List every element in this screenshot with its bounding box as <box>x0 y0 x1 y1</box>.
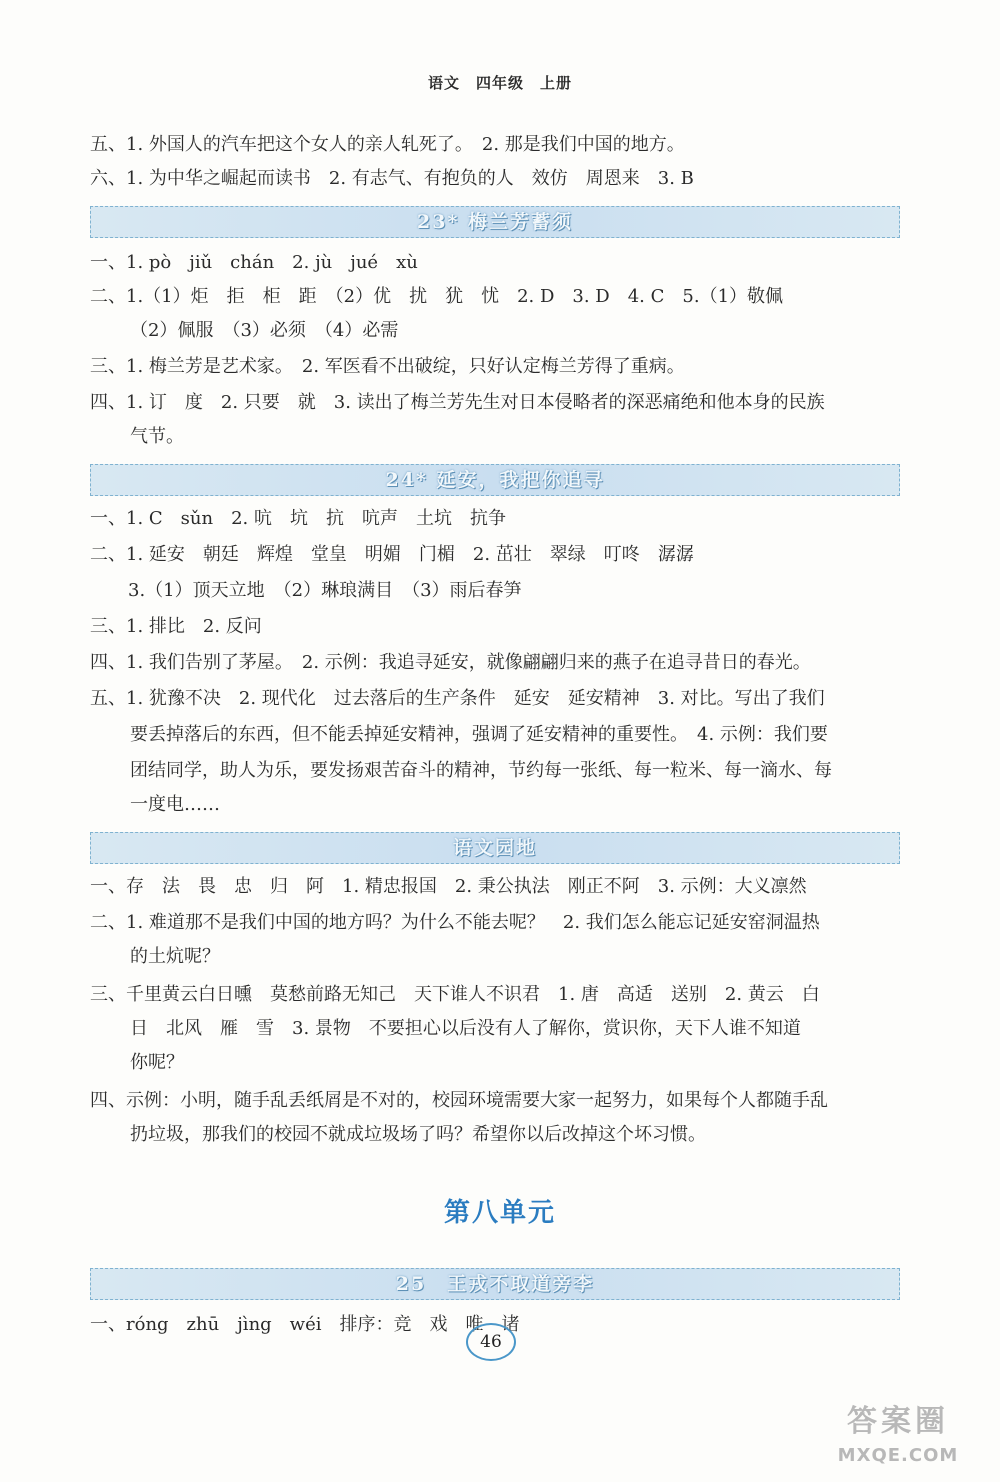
lesson-banner-23: 23* 梅兰芳蓄须 <box>90 206 900 238</box>
answer-line: 四、1. 我们告别了茅屋。 2. 示例：我追寻延安，就像翩翩归来的燕子在追寻昔日的春光。 <box>90 652 811 673</box>
answer-line: 日 北风 雁 雪 3. 景物 不要担心以后没有人了解你，赏识你，天下人谁不知道 <box>130 1018 801 1039</box>
answer-line: 一、róng zhū jìng wéi 排序：竞 戏 唯 诸 <box>90 1314 520 1335</box>
answer-line: 一、1. pò jiǔ chán 2. jù jué xù <box>90 252 418 273</box>
answer-line: 一度电…… <box>130 794 220 815</box>
answer-line: 团结同学，助人为乐，要发扬艰苦奋斗的精神，节约每一张纸、每一粒米、每一滴水、每 <box>130 760 832 781</box>
answer-line: 一、1. C sǔn 2. 吭 坑 抗 吭声 土坑 抗争 <box>90 508 506 529</box>
answer-line: 二、1.（1）炬 拒 柜 距 （2）优 扰 犹 忧 2. D 3. D 4. C 5.（1）敬佩 <box>90 286 784 307</box>
lesson-banner-24: 24* 延安，我把你追寻 <box>90 464 900 496</box>
answer-line: 3.（1）顶天立地 （2）琳琅满目 （3）雨后春笋 <box>128 580 522 601</box>
answer-line: 你呢？ <box>130 1052 184 1073</box>
lesson-banner-yuwen-yuandi: 语文园地 <box>90 832 900 864</box>
answer-line: 三、1. 排比 2. 反问 <box>90 616 262 637</box>
answer-line: 五、1. 犹豫不决 2. 现代化 过去落后的生产条件 延安 延安精神 3. 对比。写出了我们 <box>90 688 825 709</box>
watermark-sub-text: MXQE.COM <box>837 1445 959 1466</box>
page-header: 语文 四年级 上册 <box>427 74 572 92</box>
answer-line: 三、1. 梅兰芳是艺术家。 2. 军医看不出破绽，只好认定梅兰芳得了重病。 <box>90 356 685 377</box>
answer-line: 二、1. 延安 朝廷 辉煌 堂皇 明媚 门楣 2. 茁壮 翠绿 叮咚 潺潺 <box>90 544 694 565</box>
answer-line: 二、1. 难道那不是我们中国的地方吗？为什么不能去呢？ 2. 我们怎么能忘记延安窑洞温热 <box>90 912 820 933</box>
answer-line: （2）佩服 （3）必须 （4）必需 <box>130 320 399 341</box>
answer-line: 要丢掉落后的东西，但不能丢掉延安精神，强调了延安精神的重要性。 4. 示例：我们要 <box>130 724 828 745</box>
answer-line: 的土炕呢？ <box>130 946 220 967</box>
page-number: 46 <box>466 1323 516 1361</box>
answer-line: 气节。 <box>130 426 184 447</box>
watermark-main-text: 答案圈 <box>847 1404 949 1439</box>
answer-line: 一、存 法 畏 忠 归 阿 1. 精忠报国 2. 秉公执法 刚正不阿 3. 示例：大义凛然 <box>90 876 807 897</box>
answer-line: 五、1. 外国人的汽车把这个女人的亲人轧死了。 2. 那是我们中国的地方。 <box>90 134 685 155</box>
lesson-banner-25: 25 王戎不取道旁李 <box>90 1268 900 1300</box>
answer-line: 四、示例：小明，随手乱丢纸屑是不对的，校园环境需要大家一起努力，如果每个人都随手乱 <box>90 1090 828 1111</box>
answer-line: 三、千里黄云白日曛 莫愁前路无知己 天下谁人不识君 1. 唐 高适 送别 2. 黄云 白 <box>90 984 820 1005</box>
answer-line: 六、1. 为中华之崛起而读书 2. 有志气、有抱负的人 效仿 周恩来 3. B <box>90 168 694 189</box>
answer-line: 四、1. 订 度 2. 只要 就 3. 读出了梅兰芳先生对日本侵略者的深恶痛绝和他本身的民族 <box>90 392 825 413</box>
answer-line: 扔垃圾，那我们的校园不就成垃圾场了吗？希望你以后改掉这个坏习惯。 <box>130 1124 706 1145</box>
watermark-logo <box>808 1400 988 1478</box>
unit-title: 第八单元 <box>443 1198 556 1228</box>
